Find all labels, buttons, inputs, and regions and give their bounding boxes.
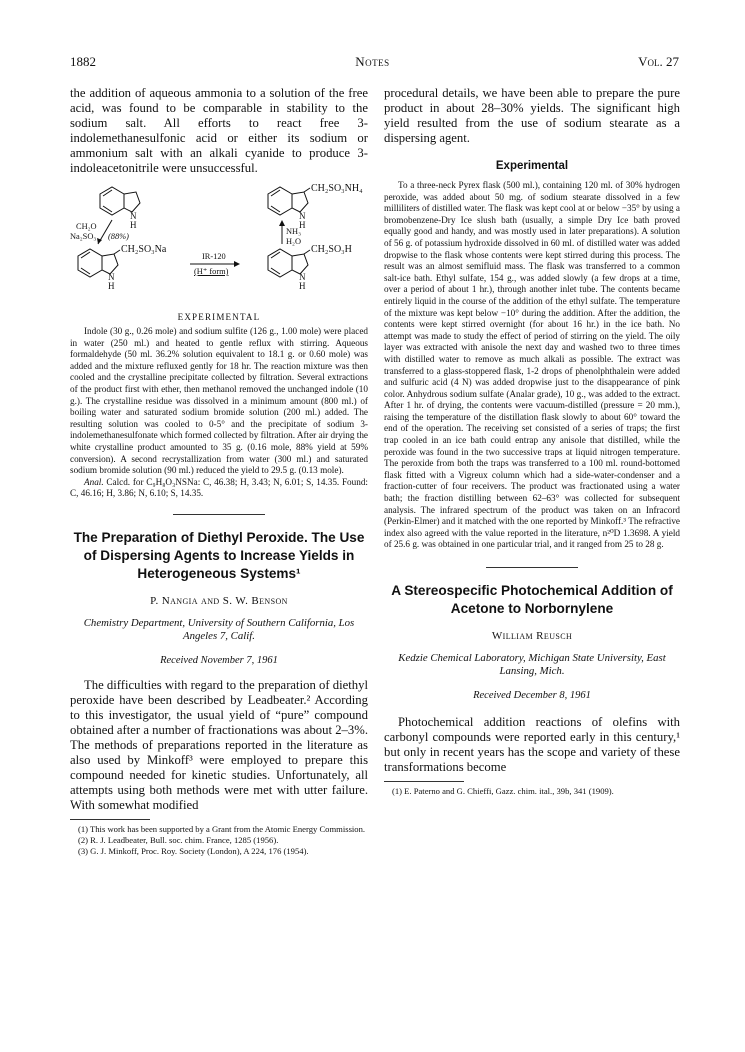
sodium-salt-label: CH₂SO₃Na [121,244,167,255]
section-name: Notes [355,54,390,69]
h-label-top-left: H [130,220,137,230]
indole-ring-top-right [268,187,292,215]
received-date-right: Received December 8, 1961 [473,690,591,701]
right-intro-paragraph: procedural details, we have been able to prepare the pure product in about 28–30% yields. The significant high yield resulted from the use of sodium stearate as a dispersing agent. [384,86,680,145]
reagent-ammonia: NH₃ [286,227,302,236]
reagent-water: H₂O [286,237,302,246]
page-number: 1882 [70,54,96,69]
footnote-rule-right [384,781,464,782]
h-label-bottom-left: H [108,281,115,291]
right-column [384,86,680,797]
analysis-label: Anal. [84,476,104,487]
experimental-heading-right: Experimental [495,160,569,172]
h-label-bottom-right: H [299,281,306,291]
reagent-formaldehyde: CH₂O [76,222,97,231]
article-title-left: The Preparation of Diethyl Peroxide. The Use of Dispersing Agents to Increase Yields in Heterogeneous Systems¹ [73,529,365,581]
footnote-1-right: (1) E. Paterno and G. Chieffi, Gazz. chim. ital., 39b, 341 (1909). [392,786,614,796]
h-label-top-right: H [299,220,306,230]
footnote-rule-left [70,819,150,820]
authors-left: P. Nangia and S. W. Benson [150,594,288,607]
nh-label-top-right: N [299,211,306,221]
nh-label-bottom-right: N [299,272,306,282]
analysis-text: Calcd. for C₉H₈O₃NSNa: C, 46.38; H, 3.43; N, 6.01; S, 14.35. Found: C, 46.16; H, 3.86; N, 6.10; S, 14.35. [70,476,368,499]
affiliation-right: Kedzie Chemical Laboratory, Michigan State University, East Lansing, Mich. [398,652,666,677]
indole-ring-bottom-left [78,249,102,277]
received-date-left: Received November 7, 1961 [160,654,278,666]
pyrrole-ring-bottom-left [102,254,118,274]
nh-label-bottom-left: N [108,272,115,282]
indole-ring-bottom-right [268,249,292,277]
reagent-yield: (88%) [108,232,129,241]
experimental-heading-left: EXPERIMENTAL [177,312,261,322]
body-paragraph-right: Photochemical addition reactions of olefins with carbonyl compounds were reported early in this century,¹ but only in recent years has the scope and variety of these transformations become [384,715,680,774]
volume-number: Vol. 27 [638,54,679,69]
section-divider-left [173,514,265,515]
experimental-paragraph-right: To a three-neck Pyrex flask (500 ml.), containing 120 ml. of 30% hydrogen peroxide, was added about 50 mg. of sodium stearate dissolved in a few milliliters of distilled water. The flask was kept cool at or below −35° by using a bromobenzene-Dry Ice slush bath (usually, a simple Dry Ice bath proved equally good and handy, and was mostly used in later preparations). A solution of 56 g. of potassium hydroxide dissolved in 60 ml. of distilled water was added dropwise to the flask whose contents were kept stirred during this process. The result was an almost semifluid mass. The flask was transferred to a common salt-ice bath. Ethyl sulfate, 154 g., was added slowly (a few drops at a time, over a period of about 1 hr.), through another inlet tube. The contents became entirely liquid in the course of the addition of the ethyl sulfate. The temperature of the mixture was kept below −10° during the addition. After the addition, the contents were kept stirred overnight (for about 16 hr.) in the ice bath. No attempt was made to study the effect of period of stirring on the yield. The oily layer was extracted with anisole the next day and washed two to three times with distilled water to remove as much alkali as possible. The extract was transferred to a glass-stoppered flask, 1-2 drops of phenolphthalein were added and sulfuric acid (4 N) was added dropwise just to the disappearance of pink color. Anhydrous sodium sulfate (Analar grade), 10 g., was added to the extract. After 1 hr. of drying, the contents were vacuum-distilled (pressure = 20 mm.), raising the temperature of the distillation flask slowly to about 60° toward the end of the operation. The receiving set consisted of a series of traps; the first trap cooled in an ice bath could entrap any anisole that distilled, while the peroxide was found in the two successive traps at liquid nitrogen temperature. The peroxide from both the traps was transferred to a 100 ml. round-bottomed flask fitted with a Vigreux column which had a side-water-condenser and a fraction-cutter of four receivers. The product was fractionated using a water bath; the fraction distilling between 62–63° was collected for subsequent analysis. The infrared spectrum of the product was taken on an Infracord (Perkin-Elmer) and it matched with the one reported by Minkoff.³ The refractive index also agreed with the value reported in the literature, n²⁰D 1.3698. A yield of 25.6 g. was obtained in one particular trial, and it ranged from 25 to 28 g. [384,180,680,550]
ammonium-salt-label: CH₂SO₃NH₄ [311,183,363,194]
body-paragraph-left: The difficulties with regard to the preparation of diethyl peroxide have been described by Leadbeater.² According to this investigator, the usual yield of “pure” compound obtained after a number of fractionations was about 2–3%. The methods of preparations reported in the literature as also used by Minkoff³ were employed to prepare this compound needed for kinetic studies. Unfortunately, all attempts using both methods were met with utter failure. With somewhat modified [70,677,368,812]
article-title-right: A Stereospecific Photochemical Addition of Acetone to Norbornylene [391,583,673,616]
left-intro-paragraph: the addition of aqueous ammonia to a solution of the free acid, was found to be comparable in stability to the sodium salt. All efforts to react free 3-indolemethanesulfonic acid or either its sodium or ammonium salt with an alkali cyanide to produce 3-indoleacetonitrile were unsuccessful. [70,86,368,175]
nh-label-top-left: N [130,211,137,221]
left-column [70,86,368,857]
reaction-scheme [70,182,368,302]
reagent-sodium-sulfite: Na₂SO₃ [70,232,97,241]
authors-right: William Reusch [491,630,573,642]
reagent-resin: IR-120 [202,252,226,261]
affiliation-left: Chemistry Department, University of Southern California, Los Angeles 7, Calif. [83,616,355,642]
pyrrole-ring-top-left [124,192,140,212]
pyrrole-ring-top-right [292,192,308,212]
footnote-2-left: (2) R. J. Leadbeater, Bull. soc. chim. France, 1285 (1956). [78,834,279,845]
footnote-3-left: (3) G. J. Minkoff, Proc. Roy. Society (London), A 224, 176 (1954). [78,845,309,856]
reagent-resin-form: (H⁺ form) [194,267,229,276]
footnote-1-left: (1) This work has been supported by a Grant from the Atomic Energy Commission. [78,823,366,834]
analysis-paragraph [70,477,368,500]
sulfonic-acid-label: CH₂SO₃H [311,244,352,255]
experimental-paragraph-left: Indole (30 g., 0.26 mole) and sodium sulfite (126 g., 1.00 mole) were placed in water (250 ml.) and heated to gentle reflux with stirring. Aqueous formaldehyde (50 ml. 36.2% solution equivalent to 18.1 g. or 0.60 mole) was added and the mixture refluxed gently for 18 hr. The reaction mixture was then cooled and the crystalline precipitate collected by filtration. Several extractions of the product first with ether, then methanol removed the unchanged indole (10 g.). The crystalline residue was dissolved in a minimum amount (800 ml.) of boiling water and saturated sodium bromide solution (200 ml.) added. The resulting solution was cooled to 0-5° and the precipitate of sodium 3-indolemethanesulfonate which formed collected by filtration. After air drying the white crystalline product amounted to 35 g. (0.16 mole, 88% yield at 59% conversion). A second recrystallization from water (300 ml.) and saturated sodium bromide solution (90 ml.) reduced the yield to 29.5 g. (0.13 mole). [70,326,368,476]
section-divider-right [486,567,578,568]
pyrrole-ring-bottom-right [292,254,308,274]
indole-ring-top-left [100,187,124,215]
